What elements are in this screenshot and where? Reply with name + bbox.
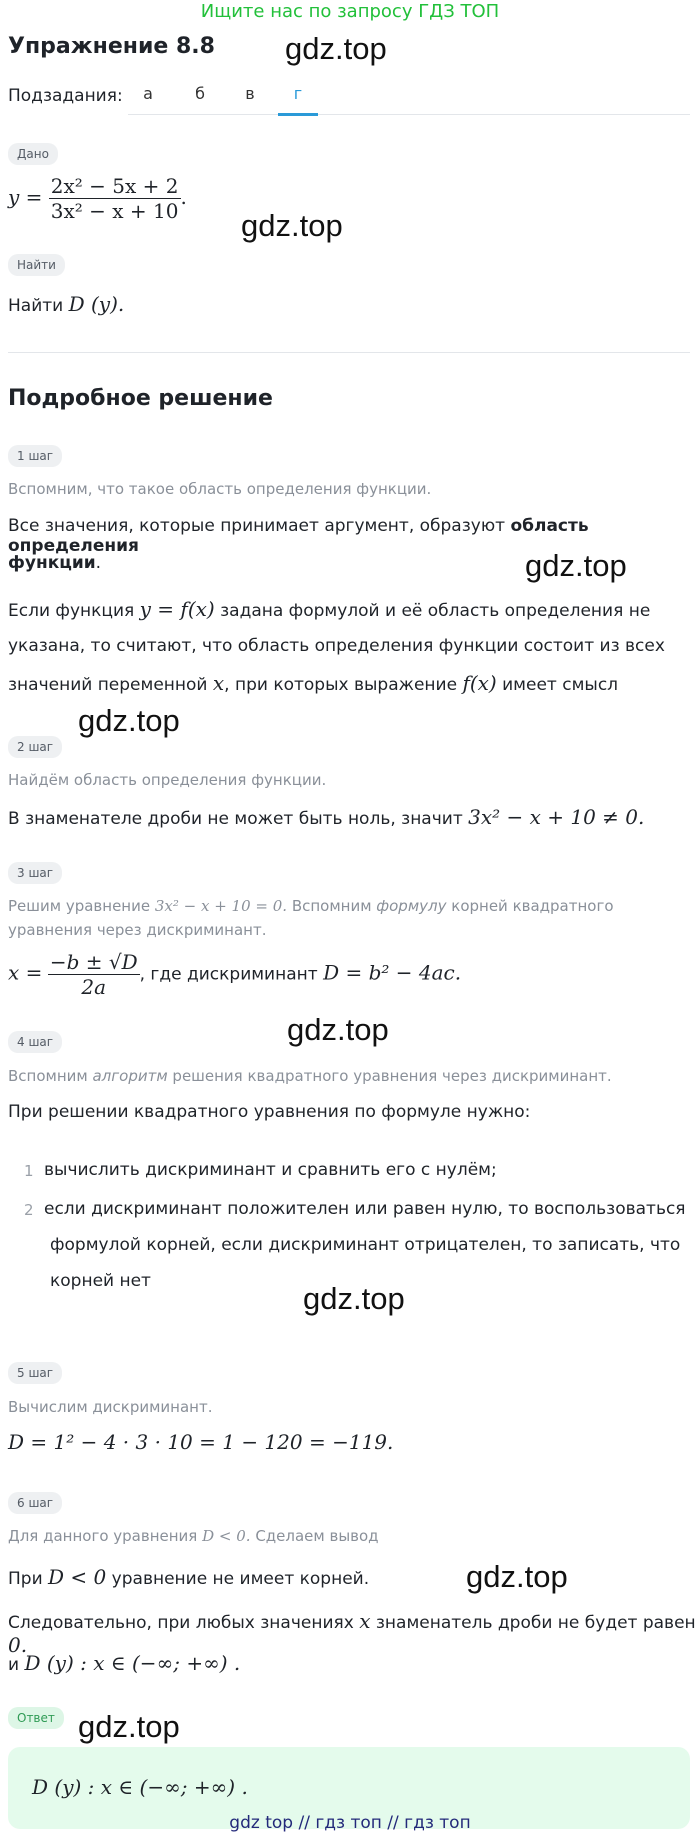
- step-2-pill-wrap: [8, 736, 62, 758]
- step-5-pill: 5 шаг: [8, 1362, 62, 1384]
- step-1-line-5: значений переменной x, при которых выражение f(x) имеет смысл: [8, 671, 619, 695]
- answer-pill-wrap: [8, 1707, 64, 1729]
- list-item-2-line-3: корней нет: [50, 1271, 151, 1291]
- active-tab-indicator: [278, 113, 318, 116]
- given-fraction: $\frac{\text{2x² − 5x + 2}}{\text{3x² − x + 10}}$: [50, 174, 179, 223]
- answer-pill: Ответ: [8, 1707, 64, 1729]
- step-1-line-1: Все значения, которые принимает аргумент, образуют область определения: [8, 516, 589, 556]
- step-4-text: При решении квадратного уравнения по формуле нужно:: [8, 1102, 531, 1122]
- step-5-hint: Вычислим дискриминант.: [8, 1398, 213, 1416]
- given-pill-wrap: [8, 143, 58, 165]
- step-6-line-1: При D < 0 уравнение не имеет корней.: [8, 1565, 370, 1589]
- step-1-pill-wrap: [8, 445, 62, 467]
- step-6-pill: 6 шаг: [8, 1492, 62, 1514]
- find-pill-wrap: [8, 254, 65, 276]
- step-3-hint-line-2: уравнения через дискриминант.: [8, 921, 267, 939]
- given-pill: Дано: [8, 143, 58, 165]
- step-2-hint: Найдём область определения функции.: [8, 771, 327, 789]
- step-2-text: В знаменателе дроби не может быть ноль, значит 3x² − x + 10 ≠ 0.: [8, 805, 645, 829]
- list-item-2-line-2: формулой корней, если дискриминант отрицателен, то записать, что: [50, 1235, 681, 1255]
- search-banner[interactable]: Ищите нас по запросу ГДЗ ТОП: [200, 1, 500, 22]
- step-1-pill: 1 шаг: [8, 445, 62, 467]
- step-6-pill-wrap: [8, 1492, 62, 1514]
- step-5-formula: D = 1² − 4 · 3 · 10 = 1 − 120 = −119.: [8, 1430, 394, 1454]
- step-3-pill: 3 шаг: [8, 862, 62, 884]
- given-formula: y = $\frac{\text{2x² − 5x + 2}}{\text{3x² − x + 10}}$ .: [8, 174, 187, 223]
- find-text: Найти D (y).: [8, 292, 125, 316]
- step-1-line-2: функции.: [8, 553, 102, 573]
- step-3-hint: Решим уравнение 3x² − x + 10 = 0. Вспомним формулу корней квадратного: [8, 897, 614, 915]
- footer-links[interactable]: gdz top // гдз топ // гдз топ: [229, 1813, 471, 1833]
- list-number: 1: [24, 1162, 34, 1180]
- tab-v[interactable]: в: [245, 84, 255, 103]
- watermark: gdz.top: [287, 1012, 389, 1047]
- list-number: 2: [24, 1201, 34, 1219]
- find-pill: Найти: [8, 254, 65, 276]
- step-1-line-3: Если функция y = f(x) задана формулой и её область определения не: [8, 597, 651, 621]
- watermark: gdz.top: [78, 1709, 180, 1744]
- subtasks-tabs: [128, 76, 690, 115]
- step-6-line-3: и D (y) : x ∈ (−∞; +∞) .: [8, 1651, 241, 1675]
- watermark: gdz.top: [285, 31, 387, 66]
- step-4-pill: 4 шаг: [8, 1031, 62, 1053]
- step-1-hint: Вспомним, что такое область определения функции.: [8, 480, 432, 498]
- watermark: gdz.top: [525, 548, 627, 583]
- solution-title: Подробное решение: [8, 386, 273, 411]
- roots-fraction: $\frac{-b \pm √D}{2a}$: [49, 950, 138, 999]
- subtasks-label: Подзадания:: [8, 86, 123, 106]
- step-4-pill-wrap: [8, 1031, 62, 1053]
- watermark: gdz.top: [303, 1281, 405, 1316]
- watermark: gdz.top: [466, 1559, 568, 1594]
- list-item-2-line-1: если дискриминант положителен или равен нулю, то воспользоваться: [44, 1199, 686, 1219]
- step-3-formula: x = $\frac{-b \pm √D}{2a}$ , где дискриминант D = b² − 4ac.: [8, 950, 462, 999]
- step-6-hint: Для данного уравнения D < 0. Сделаем вывод: [8, 1527, 379, 1545]
- divider: [8, 352, 690, 353]
- page-title: Упражнение 8.8: [8, 34, 215, 59]
- step-3-pill-wrap: [8, 862, 62, 884]
- step-2-pill: 2 шаг: [8, 736, 62, 758]
- answer-formula: D (y) : x ∈ (−∞; +∞) .: [32, 1775, 248, 1799]
- step-4-hint: Вспомним алгоритм решения квадратного уравнения через дискриминант.: [8, 1067, 612, 1085]
- tab-b[interactable]: б: [195, 84, 205, 103]
- step-5-pill-wrap: [8, 1362, 62, 1384]
- tab-a[interactable]: а: [143, 84, 153, 103]
- watermark: gdz.top: [241, 208, 343, 243]
- tab-g[interactable]: г: [293, 84, 303, 103]
- list-item-1: вычислить дискриминант и сравнить его с нулём;: [44, 1160, 497, 1180]
- step-1-line-4: указана, то считают, что область определения функции состоит из всех: [8, 636, 665, 656]
- watermark: gdz.top: [78, 703, 180, 738]
- step-6-line-2: Следовательно, при любых значениях x знаменатель дроби не будет равен 0.: [8, 1609, 696, 1657]
